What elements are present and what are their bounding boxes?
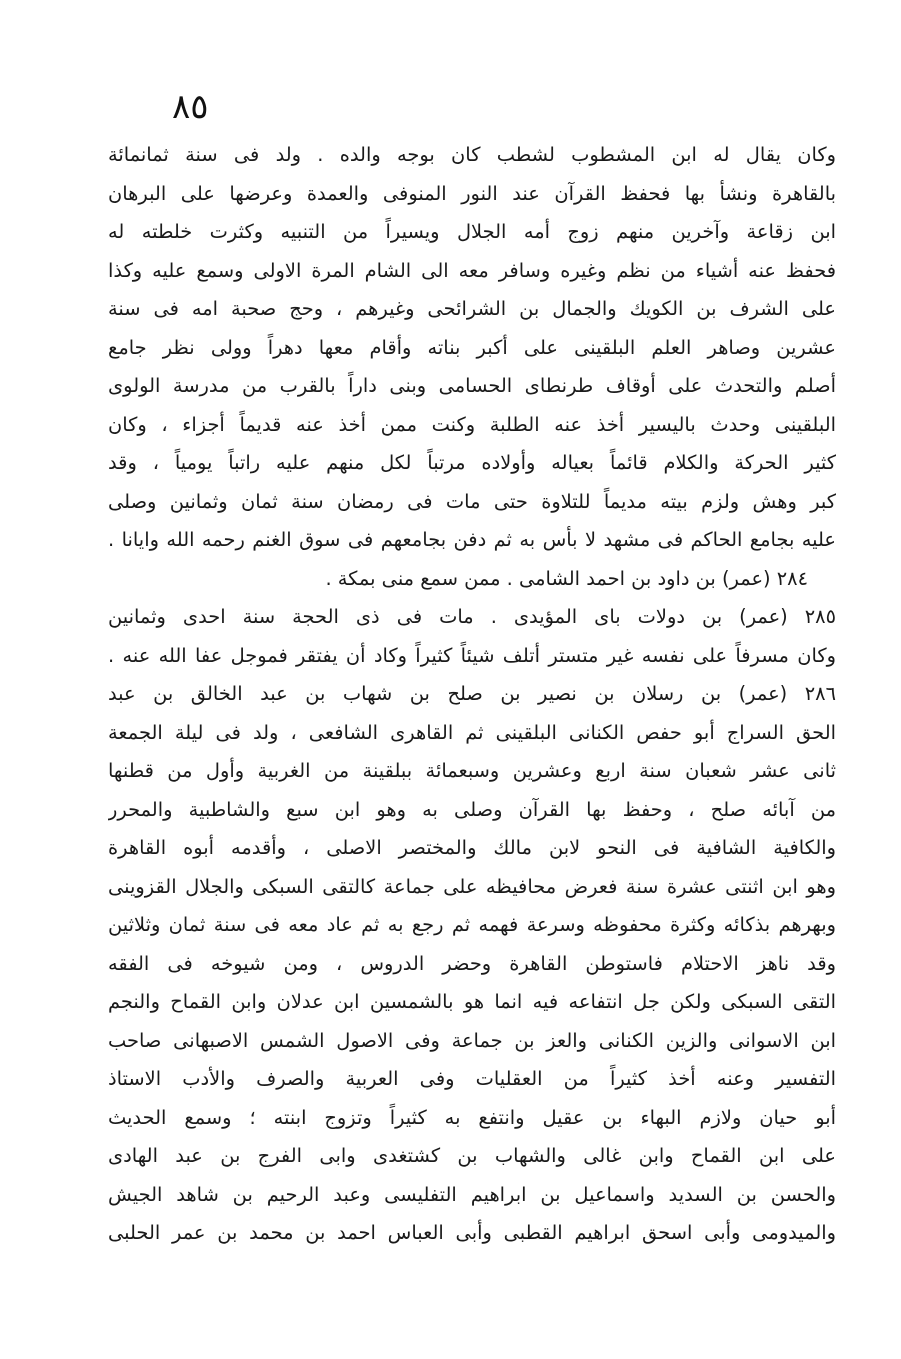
page-number: ٨٥ [172,87,209,127]
text-line: وهو ابن اثنتى عشرة سنة فعرض محافيظه على جماعة كالتقى السبكى والجلال القزوينى [108,874,836,898]
text-line: على الشرف بن الكويك والجمال بن الشرائحى وغيرهم ، وحج صحبة امه فى سنة [108,297,836,320]
text-line: والحسن بن السديد واسماعيل بن ابراهيم التفليسى وعبد الرحيم بن شاهد الجيش [108,1182,836,1206]
text-line: الحق السراج أبو حفص الكنانى البلقينى ثم القاهرى الشافعى ، ولد فى ليلة الجمعة [108,720,836,744]
text-line: كبر وهش ولزم بيته مديماً للتلاوة حتى مات فى رمضان سنة ثمان وثمانين وصلى [108,489,836,513]
text-line: والكافية الشافية فى النحو لابن مالك والمختصر الاصلى ، وأقدمه أبوه القاهرة [108,836,836,859]
entry-286-line: ٢٨٦ (عمر) بن رسلان بن نصير بن صلح بن شهاب بن عبد الخالق بن عبد [108,682,836,705]
text-line: من آبائه صلح ، وحفظ بها القرآن وصلى به وهو ابن سبع والشاطبية والمحرر [108,797,836,821]
text-line: التفسير وعنه أخذ كثيراً من العقليات وفى العربية والصرف والأدب الاستاذ [108,1067,836,1090]
text-line: فحفظ عنه أشياء من نظم وغيره وسافر معه الى الشام المرة الاولى وسمع عليه وكذا [108,258,836,282]
text-line: وكان مسرفاً على نفسه غير متستر أتلف شيئاً كثيراً وكاد أن يفتقر فموجل عفا الله عنه . [108,643,836,667]
body-text [108,136,836,1253]
entry-284-line: ٢٨٤ (عمر) بن داود بن احمد الشامى . ممن سمع منى بمكة . [325,566,808,590]
text-line: على ابن القماح وابن غالى والشهاب بن كشتغدى وابى الفرج بن عبد الهادى [108,1144,836,1167]
text-line: ابن زقاعة وآخرين منهم زوج أمه الجلال ويسيراً من التنبيه وكثرت خلطته له [108,220,836,243]
text-line: وبهرهم بذكائه وكثرة محفوظه وسرعة فهمه ثم رجع به ثم عاد معه فى سنة ثمان وثلاثين [108,913,836,936]
text-line: أصلم والتحدث على أوقاف طرنطاى الحسامى وبنى داراً بالقرب من مدرسة الولوى [108,374,836,397]
text-line: والميدومى وأبى اسحق ابراهيم القطبى وأبى العباس احمد بن محمد بن عمر الحلبى [108,1221,836,1244]
text-line: وقد ناهز الاحتلام فاستوطن القاهرة وحضر الدروس ، ومن شيوخه فى الفقه [108,951,836,975]
text-line: بالقاهرة ونشأ بها فحفظ القرآن عند النور المنوفى والعمدة وعرضها على البرهان [108,181,836,205]
text-line: كثير الحركة والكلام قائماً بعياله وأولاده مرتباً لكل منهم عليه راتباً يومياً ، وقد [108,451,836,474]
text-line: أبو حيان ولازم البهاء بن عقيل وانتفع به كثيراً وتزوج ابنته ؛ وسمع الحديث [108,1105,836,1129]
text-line: التقى السبكى ولكن جل انتفاعه فيه انما هو بالشمسين ابن عدلان وابن القماح والنجم [108,990,836,1013]
text-line: عشرين وصاهر العلم البلقينى على أكبر بناته وأقام معها دهراً وولى نظر جامع [108,335,836,359]
text-line: عليه بجامع الحاكم فى مشهد لا بأس به ثم دفن بجامعهم فى سوق الغنم رحمه الله وايانا . [108,528,836,551]
text-line: البلقينى وحدث باليسير أخذ عنه الطلبة وكنت ممن أخذ عنه قديماً أجزاء ، وكان [108,412,836,436]
text-line: ثانى عشر شعبان سنة اربع وعشرين وسبعمائة ببلقينة من الغربية وأول من قطنها [108,759,836,782]
text-line: وكان يقال له ابن المشطوب لشطب كان بوجه والده . ولد فى سنة ثمانمائة [108,143,836,166]
entry-285-line: ٢٨٥ (عمر) بن دولات باى المؤيدى . مات فى ذى الحجة سنة احدى وثمانين [108,605,836,628]
text-line: ابن الاسوانى والزين الكنانى والعز بن جماعة وفى الاصول الشمس الاصبهانى صاحب [108,1028,836,1052]
